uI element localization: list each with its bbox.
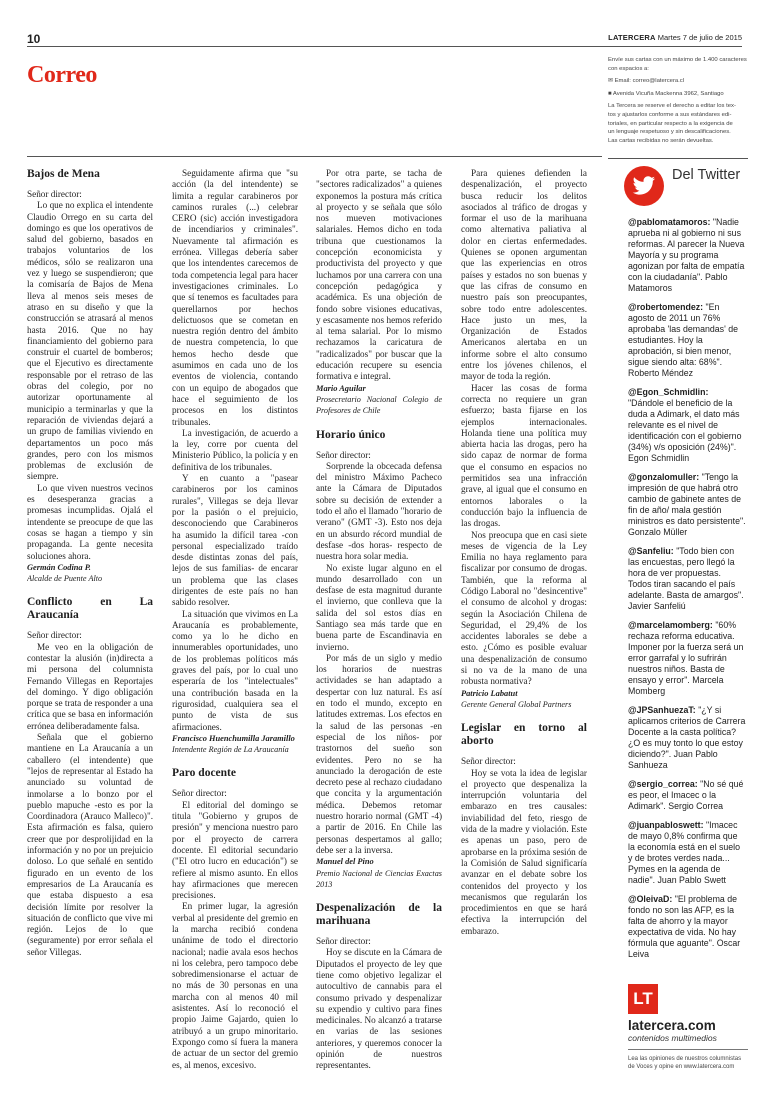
content-divider — [27, 156, 602, 157]
letter-paragraph: Lo que viven nuestros vecinos es desesperanza gracias a promesas incumplidas. Ojalá el intendente se preocupe de que las cosas se hagan a tiempo y sin propaganda. La gente necesita soluciones ahora. — [27, 482, 153, 561]
policy-line: La Tercera se reserve el derecho a editar los tex- — [608, 103, 736, 110]
policy-line: Las cartas recibidas no serán devueltas. — [608, 137, 714, 144]
letter-paragraph: Hoy se discute en la Cámara de Diputados el proyecto de ley que tiene como objetivo legalizar el autocultivo de cannabis para el consumo privado y despenalizar su expendio y cultivo para fines medicinales. No alcanzó a tratarse en varias de las sesiones anteriores, y queremos conocer la opinión de nuestros representantes. — [316, 947, 442, 1071]
issue-date: Martes 7 de julio de 2015 — [657, 33, 742, 42]
policy-line: tos y ajustarlos conforme a sus estándares edi- — [608, 111, 732, 118]
tweet — [628, 546, 746, 612]
editorial-policy — [608, 102, 748, 145]
letter-title: Paro docente — [172, 767, 236, 780]
letter-paragraph: Sorprende la obcecada defensa del ministro Máximo Pacheco ante la Cámara de Diputados sobre su decisión de extender a todo el año el llamado "horario de verano" (GMT -3). Esto nos deja en un absurdo récord mundial de desfase -dos horas- respecto de nuestra hora solar media. — [316, 460, 442, 562]
tweet — [628, 472, 746, 538]
latercera-logo: LT — [628, 984, 658, 1014]
tweet-handle[interactable]: @JPSanhuezaT: — [628, 705, 696, 715]
letter-salutation: Señor director: — [316, 936, 371, 947]
tweet-handle[interactable]: @juanpabloswett: — [628, 820, 704, 830]
tweet-text: "Nadie aprueba ni al gobierno ni sus reformas. Al parecer la Nueva Mayoría y su programa agonizan por falta de empatía con la ciudadanía". Pablo Matamoros — [628, 217, 745, 293]
letter-role: Alcalde de Puente Alto — [27, 574, 103, 584]
tweet — [628, 820, 746, 886]
policy-line: toriales, en particular respecto a la exigencia de — [608, 120, 733, 127]
letter-paragraph: No existe lugar alguno en el mundo desarrollado con un desfase de esta magnitud durante el invierno, que conlleva que la salida del sol estos días en Santiago sea más tarde que en buena parte de Escandinavia en invierno. — [316, 562, 442, 652]
masthead — [480, 33, 742, 42]
tweet-text: "No sé qué es peor, el Imacec o la Adimark". Sergio Correa — [628, 779, 744, 811]
letter-role: Intendente Región de La Araucanía — [172, 745, 289, 755]
tweet-handle[interactable]: @sergio_correa: — [628, 779, 698, 789]
letter-paragraph: Nos preocupa que en casi siete meses de vigencia de la Ley Emilia no haya reglamento para fiscalizar por consumo de drogas. También, que la reforma al Código Laboral no "desincentive" el consumo de alcohol y drogas: según la Asociación Chilena de Seguridad, el 29,4% de los accidentes laborales se debe a esto. ¿Cómo es posible evaluar una despenalización de consumo si no va de la mano de una robusta normativa? — [461, 529, 587, 687]
twitter-header — [624, 166, 741, 206]
letter-paragraph: Hacer las cosas de forma correcta no requiere un gran esfuerzo; basta fijarse en los ejemplos internacionales. Holanda tiene una política muy abierta hacia las drogas, pero ha sido capaz de normar de forma que el consumo en espacios no permitidos sea una infracción grave, al igual que el consumo en entornos laborales o la conducción bajo la influencia de las drogas. — [461, 382, 587, 529]
letter-paragraph: La situación que vivimos en La Araucanía es probablemente, como ya lo he dicho en innumerables oportunidades, uno de los problemas políticos más graves del país, por lo cual uno esperaría de los "intelectuales" una contribución basada en la rigurosidad, cualquiera sea el punto de vista de sus afirmaciones. — [172, 608, 298, 732]
letter-signature: Francisco Huenchumilla Jaramillo — [172, 733, 295, 743]
letter-role: Premio Nacional de Ciencias Exactas 2013 — [316, 868, 442, 889]
letter-paragraph: Por más de un siglo y medio los horarios de nuestras actividades se han adaptado a despertar con luz natural. Es así en todo el mundo, excepto en latitudes extremas. Los efectos en la salud de las personas -en especial de los niños- por trastornos del sueño son evidentes. Pero no se ha anunciado la derogación de este decreto pese al rechazo ciudadano que concita y la argumentación médica. Debemos retomar nuestro horario normal (GMT -4) a partir de 2016. En Chile las personas despertamos al gallo; debe ser a la inversa. — [316, 652, 442, 855]
tweet — [628, 705, 746, 771]
tweet-text: "El problema de fondo no son las AFP, es la falta de ahorro y la mayor expectativa de vida. No hay fórmula que aguante". Oscar Leiva — [628, 894, 741, 959]
tweet-handle[interactable]: @gonzalomuller: — [628, 472, 700, 482]
letter-salutation: Señor director: — [27, 189, 82, 199]
letter-salutation: Señor director: — [172, 788, 227, 799]
letter-paragraph: En primer lugar, la agresión verbal al presidente del gremio en la marcha recibió condena unánime de todo el directorio nacional; nadie avala esos hechos ni los celebra, pero tampoco debe sobredimensionarse el actuar de no más de 30 personas en una marcha con al menos 40 mil asistentes. Así lo reconoció el propio Jaime Gajardo, quien lo atribuyó a un grupo minoritario. Expongo como sí fuera la manera de actuar de un sector del gremio es, al menos, excesivo. — [172, 901, 298, 1070]
letter-title: Horario único — [316, 428, 386, 441]
email-line: ✉ Email: correo@latercera.cl — [608, 77, 748, 86]
promo-note: Lea las opiniones de nuestros columnistas de Voces y opine en www.latercera.com — [628, 1056, 742, 1070]
column-4 — [461, 168, 587, 1108]
tweet-handle[interactable]: @marcelamomberg: — [628, 620, 713, 630]
column-3 — [316, 168, 442, 1108]
policy-line: un lenguaje respetuoso y sin descalificaciones. — [608, 129, 731, 136]
tweet — [628, 387, 746, 464]
letter-title: Despenalización de la marihuana — [316, 902, 442, 928]
page-number: 10 — [27, 32, 41, 46]
letter-role: Prosecretario Nacional Colegio de Profesores de Chile — [316, 394, 442, 416]
tweet-text: "En agosto de 2011 un 76% aprobaba 'las demandas' de estudiantes. Hoy la aprobación, si bien menor, sigue siendo alta: 68%". Roberto Méndez — [628, 302, 738, 378]
letter-signature: Germán Codina P. — [27, 562, 91, 572]
tweet-text: "¿Y si aplicamos criterios de Carrera Docente a la casta política? ¿O es muy tonto lo que estoy diciendo?". Juan Pablo Sanhueza — [628, 705, 746, 770]
letter-title: Legislar en torno al aborto — [461, 722, 587, 748]
column-2 — [172, 168, 298, 1108]
tweet — [628, 217, 746, 294]
address-line: ■ Avenida Vicuña Mackenna 3962, Santiago — [608, 90, 748, 99]
tweet — [628, 779, 746, 812]
column-1 — [27, 168, 153, 1108]
tweet-text: "Dándole el beneficio de la duda a Adimark, el dato más relevante es el nivel de identificación con el gobierno (34%) v/s oposición (24%)". Egon Schmidlin — [628, 398, 742, 463]
top-divider — [27, 46, 742, 47]
letter-salutation: Señor director: — [461, 756, 516, 767]
letter-signature: Patricio Labatut — [461, 688, 518, 698]
tweet-handle[interactable]: @Egon_Schmidlin: — [628, 387, 709, 397]
tweet — [628, 894, 746, 960]
letter-signature: Mario Aguilar — [316, 383, 366, 393]
site-link[interactable]: latercera.com — [628, 1018, 716, 1033]
tweet-handle[interactable]: @pablomatamoros: — [628, 217, 711, 227]
letter-paragraph: Y en cuanto a "pasear carabineros por los caminos rurales", Villegas se deja llevar por la pasión o el prejuicio, desconociendo que Carabineros ha asumido la difícil tarea -con personal especializado traído desde distintas zonas del país, lejos de sus familias- de encarar un problema que las clases dirigentes de este país no han sabido resolver. — [172, 473, 298, 608]
letter-salutation: Señor director: — [316, 449, 371, 460]
tweet-text: "Imacec de mayo 0,8% confirma que la economía está en el suelo y de brotes verdes nada... Pymes en la agenda de nadie". Juan Pablo Swett — [628, 820, 740, 885]
letter-paragraph: Seguidamente afirma que "su acción (la del intendente) se limita a regular carabineros por caminos rurales (...) celebrar CERO (sic) acción investigadora de incendiarios y criminales". Nuevamente tal afirmación es errónea. Villegas debería saber que los intendentes carecemos de toda competencia legal para hacer investigaciones criminales. Lo que sí tenemos es facultades para querellarnos por hechos delictuosos que se cometan en nuestra región dentro del ámbito de nuestra competencia, lo que hemos hecho desde que asumimos en cada uno de los eventos de violencia, contando con un equipo de abogados que hace el seguimiento de los procesos en los distintos tribunales. — [172, 168, 298, 427]
letter-salutation: Señor director: — [27, 630, 82, 641]
letter-paragraph: La investigación, de acuerdo a la ley, corre por cuenta del Ministerio Público, la policía y en definitiva de los tribunales. — [172, 427, 298, 472]
bird-icon — [624, 166, 664, 206]
tweet-handle[interactable]: @robertomendez: — [628, 302, 704, 312]
letter-paragraph: Por otra parte, se tacha de "sectores radicalizados" a quienes exponemos la postura más crítica al proyecto y se señala que sólo nos mueven motivaciones salariales. Hemos dicho en toda tribuna que cuestionamos la concepción economicista y productivista del proyecto y que luchamos por una carrera con una concepción pedagógica y académica. Es una objeción de fondo sobre visiones educativas, y escasamente nos hemos referido al tema salarial. Por lo mismo rechazamos la caricatura de "radicalizados" por buscar que la educación recupere su esencia formativa e integral. — [316, 168, 442, 382]
tweet-handle[interactable]: @Sanfeliu: — [628, 546, 674, 556]
letter-paragraph: El editorial del domingo se titula "Gobierno y grupos de presión" y menciona nuestro paro por el proyecto de carrera docente. El editorial secundario ("El otro lucro en educación") se refiere al mismo asunto. En ellos hay afirmaciones que merecen precisiones. — [172, 799, 298, 901]
letter-paragraph: Me veo en la obligación de contestar la alusión (in)directa a mi persona del columnista Fernando Villegas en Reportajes del domingo. Y digo obligación porque se trata de responder a una crítica que se basa en información errónea deliberadamente falsa. — [27, 641, 153, 731]
tweet-list — [628, 217, 746, 968]
tweet-text: "Todo bien con las encuestas, pero llegó la hora de ver propuestas. Todos tiran sacando el país adelante. Basta de amargos". Javier Sanfeliú — [628, 546, 744, 611]
tweet-handle[interactable]: @OleivaD: — [628, 894, 673, 904]
site-promo — [628, 984, 748, 1071]
letter-paragraph: Para quienes defienden la despenalización, el proyecto busca reducir los delitos asociados al tráfico de drogas y formar el uso de la marihuana como alternativa paliativa al dolor en ciertas enfermedades. Quienes se oponen argumentan que las experiencias en otros países y estados no son buenas y que las cifras de consumo en nuestro país son preocupantes, sobre todo entre adolescentes. Hace justo un mes, la Organización de Estados Americanos alertaba en un informe sobre el alto consumo entre los jóvenes chilenos, el mayor de toda la región. — [461, 168, 587, 382]
twitter-title: Del Twitter — [672, 167, 741, 183]
letter-title: Conflicto en La Araucanía — [27, 596, 153, 622]
submission-intro: Envíe sus cartas con un máximo de 1.400 caracteres con espacios a: — [608, 57, 747, 72]
letter-role: Gerente General Global Partners — [461, 699, 572, 709]
publication-name: LATERCERA — [608, 33, 656, 42]
promo-divider — [628, 1049, 748, 1050]
letter-title: Bajos de Mena — [27, 168, 100, 180]
site-tagline: contenidos multimedios — [628, 1033, 717, 1043]
letter-paragraph: Señala que el gobierno mantiene en La Araucanía a un caballero (el intendente) que "lejos de representar al Estado ha anunciado su voluntad de inmolarse a lo bonzo por el pueblo mapuche -esto es por la Coordinadora (Arauco Malleco)". Esta afirmación es falsa, quiero creer que por desprolijidad en la información y no por un prejuicio doloso. Lo que señalé en sentido figurado en un evento de los empresarios de La Araucanía es que estaba dispuesto a esa decisión límite por resolver la situación de conflicto que vive mi región. Lejos de lo que (seguramente) por error señala el señor Villegas. — [27, 732, 153, 957]
letter-paragraph: Lo que no explica el intendente Claudio Orrego en su carta del domingo es que los operativos de salud del gobierno, basados en trabajos voluntarios de los médicos, sólo se realizaron una vez y luego se suspendieron; que la comisaría de Bajos de Mena lleva al menos seis meses de atraso en su diseño y que la construcción se atrasará al menos hasta 2016. Que no hay financiamiento del gobierno para construir el cuartel de bomberos; que el Ejecutivo es directamente responsable por el retraso de las obras del colegio, por no autorizar oportunamente al municipio a terminarlas y que la reparación de viviendas dejará a un grupo de familias viviendo en departamentos un poco más grandes, pero con los mismos problemas de exclusión de siempre. — [27, 200, 153, 482]
submission-info — [608, 56, 748, 145]
letter-signature: Manuel del Pino — [316, 857, 374, 867]
tweet — [628, 620, 746, 697]
section-title: Correo — [27, 62, 97, 88]
letter-paragraph: Hoy se vota la idea de legislar el proyecto que despenaliza la interrupción voluntaria del embarazo en tres causales: inviabilidad del feto, riesgo de vida de la madre y violación. Este es apenas un paso, pero de aprobarse en la próxima sesión de la Comisión de Salud significaría avanzar en el debate sobre los contenidos del proyecto y los mecanismos que regularán los procedimientos en que se hará efectiva la interrupción del embarazo. — [461, 767, 587, 936]
tweet-text: "60% rechaza reforma educativa. Imponer por la fuerza será un error garrafal y lo sufrirán nuestros niños. Basta de ensayo y error". Marcela Momberg — [628, 620, 744, 696]
twitter-divider — [608, 158, 748, 159]
tweet-text: "Tengo la impresión de que habrá otro cambio de gabinete antes de fin de año/ mala gestión ministros es dato persistente". Gonzalo Müller — [628, 472, 746, 537]
tweet — [628, 302, 746, 379]
